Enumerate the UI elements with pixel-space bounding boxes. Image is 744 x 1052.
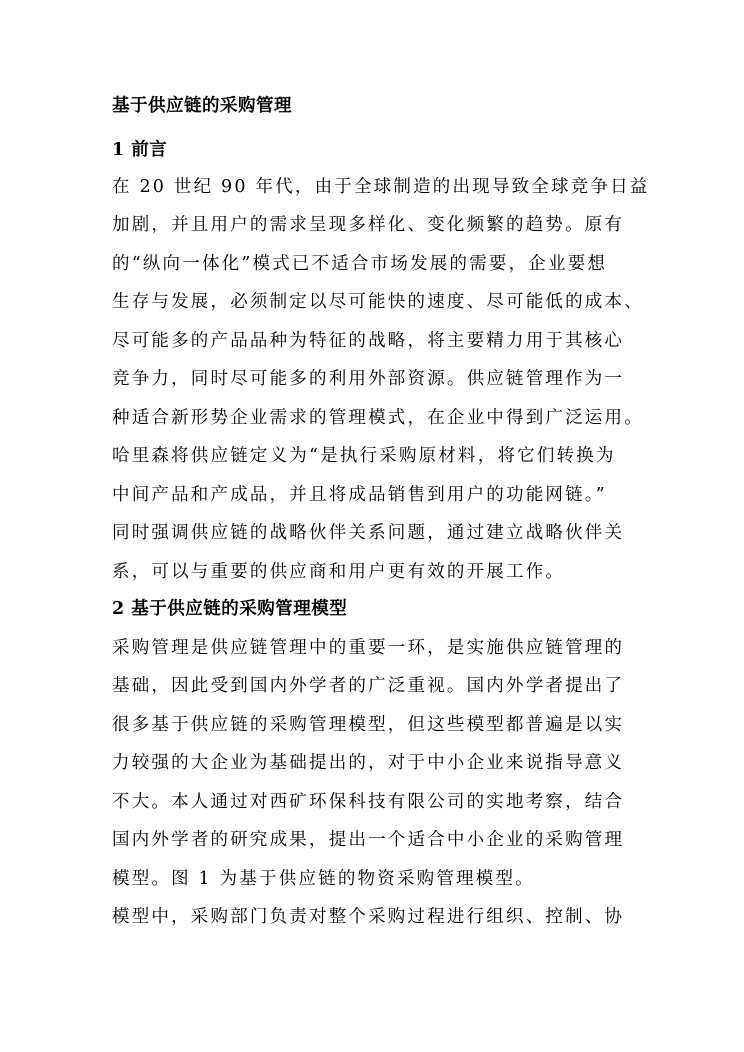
paragraph-line: 加剧，并且用户的需求呈现多样化、变化频繁的趋势。原有 bbox=[112, 215, 625, 235]
paragraph-line: 种适合新形势企业需求的管理模式，在企业中得到广泛运用。 bbox=[112, 408, 644, 428]
paragraph-line: 采购管理是供应链管理中的重要一环，是实施供应链管理的 bbox=[112, 638, 625, 658]
paragraph-line: 力较强的大企业为基础提出的，对于中小企业来说指导意义 bbox=[112, 753, 625, 773]
paragraph-line: 中间产品和产成品，并且将成品销售到用户的功能网链。” bbox=[112, 485, 607, 505]
section-2-heading: 2 基于供应链的采购管理模型 bbox=[112, 599, 348, 619]
section-1-heading: 1 前言 bbox=[112, 140, 168, 160]
paragraph-line: 模型。图 1 为基于供应链的物资采购管理模型。 bbox=[112, 869, 535, 889]
paragraph-line: 同时强调供应链的战略伙伴关系问题，通过建立战略伙伴关 bbox=[112, 523, 625, 543]
paragraph-line: 生存与发展，必须制定以尽可能快的速度、尽可能低的成本、 bbox=[112, 292, 644, 312]
paragraph-line: 的“纵向一体化”模式已不适合市场发展的需要，企业要想 bbox=[112, 254, 608, 274]
paragraph-line: 哈里森将供应链定义为“是执行采购原材料，将它们转换为 bbox=[112, 446, 616, 466]
paragraph-line: 很多基于供应链的采购管理模型，但这些模型都普遍是以实 bbox=[112, 715, 625, 735]
paragraph-line: 模型中，采购部门负责对整个采购过程进行组织、控制、协 bbox=[112, 907, 625, 927]
document-title: 基于供应链的采购管理 bbox=[112, 96, 292, 116]
paragraph-line: 在 20 世纪 90 年代，由于全球制造的出现导致全球竞争日益 bbox=[112, 177, 650, 197]
paragraph-line: 尽可能多的产品品种为特征的战略，将主要精力用于其核心 bbox=[112, 331, 625, 351]
paragraph-line: 基础，因此受到国内外学者的广泛重视。国内外学者提出了 bbox=[112, 676, 625, 696]
paragraph-line: 不大。本人通过对西矿环保科技有限公司的实地考察，结合 bbox=[112, 792, 625, 812]
paragraph-line: 国内外学者的研究成果，提出一个适合中小企业的采购管理 bbox=[112, 830, 625, 850]
paragraph-line: 竞争力，同时尽可能多的利用外部资源。供应链管理作为一 bbox=[112, 369, 625, 389]
paragraph-line: 系，可以与重要的供应商和用户更有效的开展工作。 bbox=[112, 562, 566, 582]
